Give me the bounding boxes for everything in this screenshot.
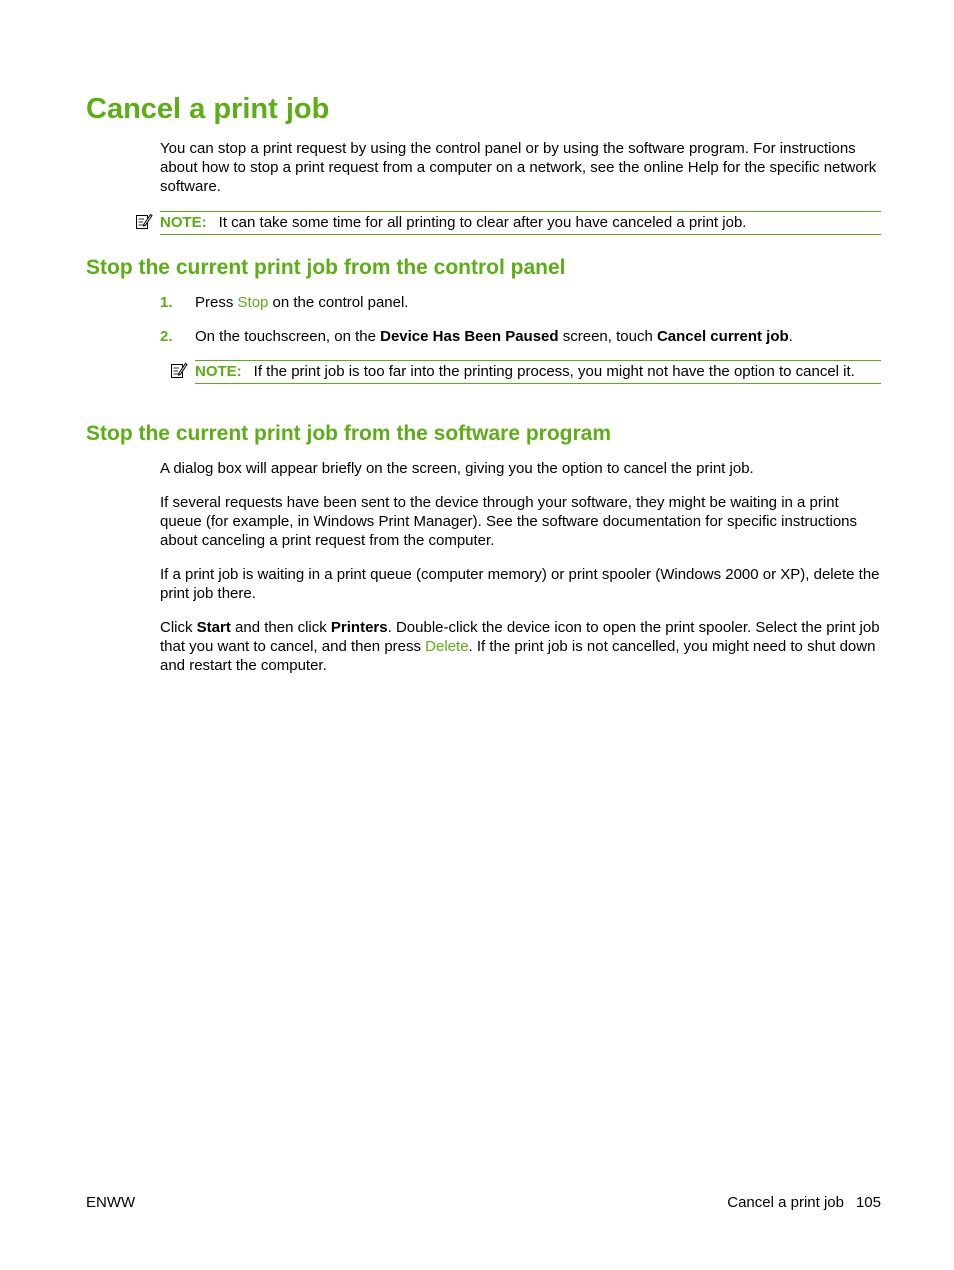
footer-right [727, 1193, 881, 1212]
note-label: NOTE: [195, 363, 242, 380]
footer-left: ENWW [86, 1194, 136, 1211]
step-number: 2. [160, 328, 173, 345]
intro-paragraph: You can stop a print request by using the control panel or by using the software program. For instructions about how to stop a print request from a computer on a network, see the online Help for the specific network software. [160, 140, 877, 195]
section-heading-software-program: Stop the current print job from the software program [86, 422, 612, 445]
note-box [195, 360, 881, 384]
note-pencil-icon [170, 361, 188, 379]
stop-link[interactable]: Stop [237, 294, 269, 311]
page-title: Cancel a print job [86, 93, 330, 125]
note-label: NOTE: [160, 214, 207, 231]
paragraph: If several requests have been sent to the device through your software, they might be waiting in a print queue (for example, in Windows Print Manager). See the software documentation for specific instructions about canceling a print request from the computer. [160, 494, 858, 549]
paragraph: If a print job is waiting in a print queue (computer memory) or print spooler (Windows 2000 or XP), delete the print job there. [160, 566, 880, 602]
step-number: 1. [160, 294, 173, 311]
paragraph: Click Start and then click Printers. Double-click the device icon to open the print spooler. Select the print job that you want to cancel, and then press Delete. If the print job is not cancelled, you might need to shut down and restart the computer. [160, 619, 880, 674]
delete-link[interactable]: Delete [425, 638, 469, 655]
note-text: It can take some time for all printing to clear after you have canceled a print job. [218, 214, 747, 231]
step-text: On the touchscreen, on the Device Has Been Paused screen, touch Cancel current job. [195, 328, 793, 345]
note-box [160, 211, 881, 235]
note-pencil-icon [135, 212, 153, 230]
footer-section-title: Cancel a print job [727, 1194, 844, 1211]
paragraph: A dialog box will appear briefly on the screen, giving you the option to cancel the print job. [160, 460, 754, 477]
page-number: 105 [855, 1194, 881, 1211]
note-text: If the print job is too far into the printing process, you might not have the option to cancel it. [253, 363, 855, 380]
step-text: Press Stop on the control panel. [195, 294, 409, 311]
section-heading-control-panel: Stop the current print job from the control panel [86, 256, 566, 279]
